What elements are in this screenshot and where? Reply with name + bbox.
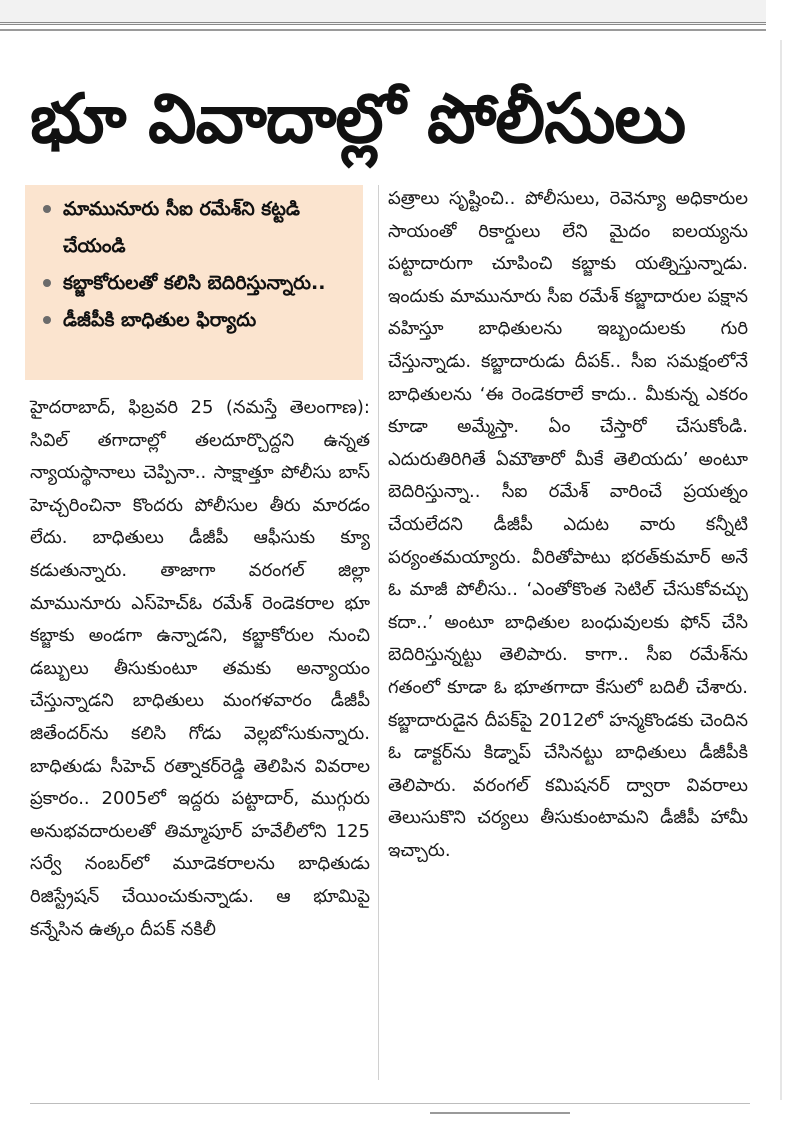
article-column-right: పత్రాలు సృష్టించి.. పోలీసులు, రెవెన్యూ అధికారుల సాయంతో రికార్డులు లేని మైదం ఐలయ్యను పట్టాదారుగా చూపించి కబ్జాకు యత్నిస్తున్నాడు. ఇందుకు మామునూరు సీఐ రమేశ్ కబ్జాదారుల పక్షాన వహిస్తూ బాధితులను ఇబ్బందులకు గురి చేస్తున్నాడు. కబ్జాదారుడు దీపక్.. సీఐ సమక్షంలోనే బాధితులను ‘ఈ రెండెకరాలే కాదు.. మీకున్న ఎకరం కూడా అమ్మేస్తా. ఏం చేస్తారో చేసుకోండి. ఎదురుతిరిగితే ఏమౌతారో మీకే తెలియదు’ అంటూ బెదిరిస్తున్నా.. సీఐ రమేశ్ వారించే ప్రయత్నం చేయలేదని డీజీపీ ఎదుట వారు కన్నీటి పర్యంతమయ్యారు. వీరితోపాటు భరత్‌కుమార్ అనే ఓ మాజీ పోలీసు.. ‘ఎంతోకొంత సెటిల్ చేసుకోవచ్చు కదా..’ అంటూ బాధితుల బంధువులకు ఫోన్ చేసి బెదిరిస్తున్నట్టు తెలిపారు. కాగా.. సీఐ రమేశ్‌ను గతంలో కూడా ఓ భూతగాదా కేసులో బదిలీ చేశారు. కబ్జాదారుడైన దీపక్‌పై 2012లో హన్మకొండకు చెందిన ఓ డాక్టర్‌ను కిడ్నాప్ చేసినట్టు బాధితులు డీజీపీకి తెలిపారు. వరంగల్ కమిషనర్ ద్వారా వివరాలు తెలుసుకొని చర్యలు తీసుకుంటామని డీజీపీ హామీ ఇచ్చారు. — [388, 188, 748, 861]
bullet-icon — [43, 279, 51, 287]
footer-mark — [430, 1112, 570, 1120]
bullet-icon — [43, 205, 51, 213]
highlight-item — [37, 191, 353, 265]
highlights-box — [25, 185, 363, 380]
header-rule — [0, 0, 766, 25]
highlight-text: మామునూరు సీఐ రమేశ్‌ని కట్టడి చేయండి — [63, 198, 300, 257]
highlight-text: డీజీపీకి బాధితుల ఫిర్యాదు — [63, 309, 257, 331]
highlight-text: కబ్జాకోరులతో కలిసి బెదిరిస్తున్నారు.. — [63, 272, 326, 294]
page-title: భూ వివాదాల్లో పోలీసులు — [30, 80, 686, 159]
highlight-item — [37, 302, 353, 339]
highlight-item — [37, 265, 353, 302]
article-column-left: హైదరాబాద్, ఫిబ్రవరి 25 (నమస్తే తెలంగాణ): సివిల్ తగాదాల్లో తలదూర్చొద్దని ఉన్నత న్యాయస్థానాలు చెప్పినా.. సాక్షాత్తూ పోలీసు బాస్ హెచ్చరించినా కొందరు పోలీసుల తీరు మారడం లేదు. బాధితులు డీజీపీ ఆఫీసుకు క్యూ కడుతున్నారు. తాజాగా వరంగల్ జిల్లా మామునూరు ఎస్‌హెచ్‌ఓ రమేశ్ రెండెకరాల భూ కబ్జాకు అండగా ఉన్నాడని, కబ్జాకోరుల నుంచి డబ్బులు తీసుకుంటూ తమకు అన్యాయం చేస్తున్నాడని బాధితులు మంగళవారం డీజీపీ జితేందర్‌ను కలిసి గోడు వెల్లబోసుకున్నారు. బాధితుడు సీహెచ్ రత్నాకర్‌రెడ్డి తెలిపిన వివరాల ప్రకారం.. 2005లో ఇద్దరు పట్టాదార్, ముగ్గురు అనుభవదారులతో తిమ్మాపూర్ హవేలీలోని 125 సర్వే నంబర్‌లో మూడెకరాలను బాధితుడు రిజిస్ట్రేషన్ చేయించుకున్నాడు. ఆ భూమిపై కన్నేసిన ఉత్కం దీపక్ నకిలీ — [30, 397, 370, 940]
column-divider — [378, 185, 379, 1080]
footer-rule — [30, 1103, 750, 1104]
page-edge — [780, 40, 782, 1100]
bullet-icon — [43, 316, 51, 324]
